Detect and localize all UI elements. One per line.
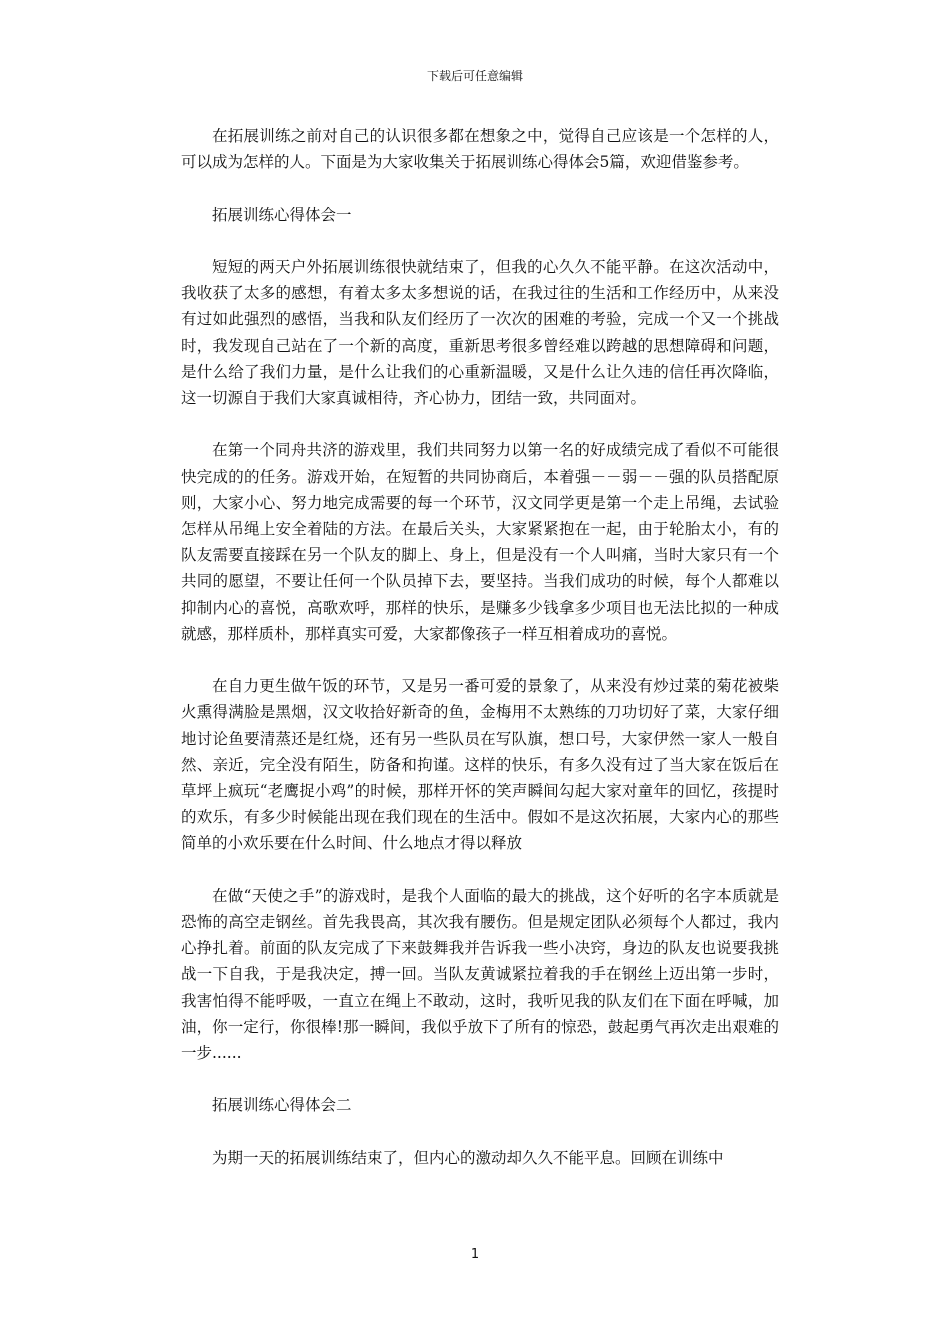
paragraph-spacer <box>181 647 779 673</box>
document-body <box>181 123 779 1171</box>
intro-paragraph: 在拓展训练之前对自己的认识很多都在想象之中，觉得自己应该是一个怎样的人，可以成为怎样的人。下面是为大家收集关于拓展训练心得体会5篇，欢迎借鉴参考。 <box>181 127 779 172</box>
paragraph-spacer <box>181 175 779 201</box>
body-paragraph-4: 在做“天使之手”的游戏时，是我个人面临的最大的挑战，这个好听的名字本质就是恐怖的高空走钢丝。首先我畏高，其次我有腰伤。但是规定团队必须每个人都过，我内心挣扎着。前面的队友完成了下来鼓舞我并告诉我一些小决窍，身边的队友也说要我挑战一下自我，于是我决定，搏一回。当队友黄诚紧拉着我的手在钢丝上迈出第一步时，我害怕得不能呼吸，一直立在绳上不敢动，这时，我听见我的队友们在下面在呼喊，加油，你一定行，你很棒!那一瞬间，我似乎放下了所有的惊恐，鼓起勇气再次走出艰难的一步...... <box>181 886 779 1063</box>
paragraph-spacer <box>181 1066 779 1092</box>
page-header-note: 下载后可任意编辑 <box>426 69 523 83</box>
paragraph-spacer <box>181 1119 779 1145</box>
section-heading-1: 拓展训练心得体会一 <box>212 205 352 224</box>
section-heading-2: 拓展训练心得体会二 <box>212 1096 352 1115</box>
body-paragraph-3: 在自力更生做午饭的环节，又是另一番可爱的景象了，从来没有炒过菜的菊花被柴火熏得满脸是黑烟，汉文收拾好新奇的鱼，金梅用不太熟练的刀功切好了菜，大家仔细地讨论鱼要清蒸还是红烧，还有另一些队员在写队旗，想口号，大家伊然一家人一般自然、亲近，完全没有陌生，防备和拘谨。这样的快乐，有多久没有过了当大家在饭后在草坪上疯玩“老鹰捉小鸡”的时候，那样开怀的笑声瞬间勾起大家对童年的回忆，孩提时的欢乐，有多少时候能出现在我们现在的生活中。假如不是这次拓展，大家内心的那些简单的小欢乐要在什么时间、什么地点才得以释放 <box>181 677 779 853</box>
paragraph-spacer <box>181 228 779 254</box>
body-paragraph-2: 在第一个同舟共济的游戏里，我们共同努力以第一名的好成绩完成了看似不可能很快完成的的任务。游戏开始，在短暂的共同协商后，本着强－－弱－－强的队员搭配原则，大家小心、努力地完成需要的每一个环节，汉文同学更是第一个走上吊绳，去试验怎样从吊绳上安全着陆的方法。在最后关头，大家紧紧抱在一起，由于轮胎太小，有的队友需要直接踩在另一个队友的脚上、身上，但是没有一个人叫痛，当时大家只有一个共同的愿望，不要让任何一个队员掉下去，要坚持。当我们成功的时候，每个人都难以抑制内心的喜悦，高歌欢呼，那样的快乐，是赚多少钱拿多少项目也无法比拟的一种成就感，那样质朴，那样真实可爱，大家都像孩子一样互相着成功的喜悦。 <box>181 441 779 643</box>
body-paragraph-1: 短短的两天户外拓展训练很快就结束了，但我的心久久不能平静。在这次活动中，我收获了太多的感想，有着太多太多想说的话，在我过往的生活和工作经历中，从来没有过如此强烈的感悟，当我和队友们经历了一次次的困难的考验，完成一个又一个挑战时，我发现自己站在了一个新的高度，重新思考很多曾经难以跨越的思想障碍和问题，是什么给了我们力量，是什么让我们的心重新温暖，又是什么让久违的信任再次降临，这一切源自于我们大家真诚相待，齐心协力，团结一致，共同面对。 <box>181 257 779 407</box>
body-paragraph-5: 为期一天的拓展训练结束了，但内心的激动却久久不能平息。回顾在训练中 <box>212 1148 724 1167</box>
paragraph-spacer <box>181 411 779 437</box>
paragraph-spacer <box>181 857 779 883</box>
page-number: 1 <box>470 1247 480 1262</box>
